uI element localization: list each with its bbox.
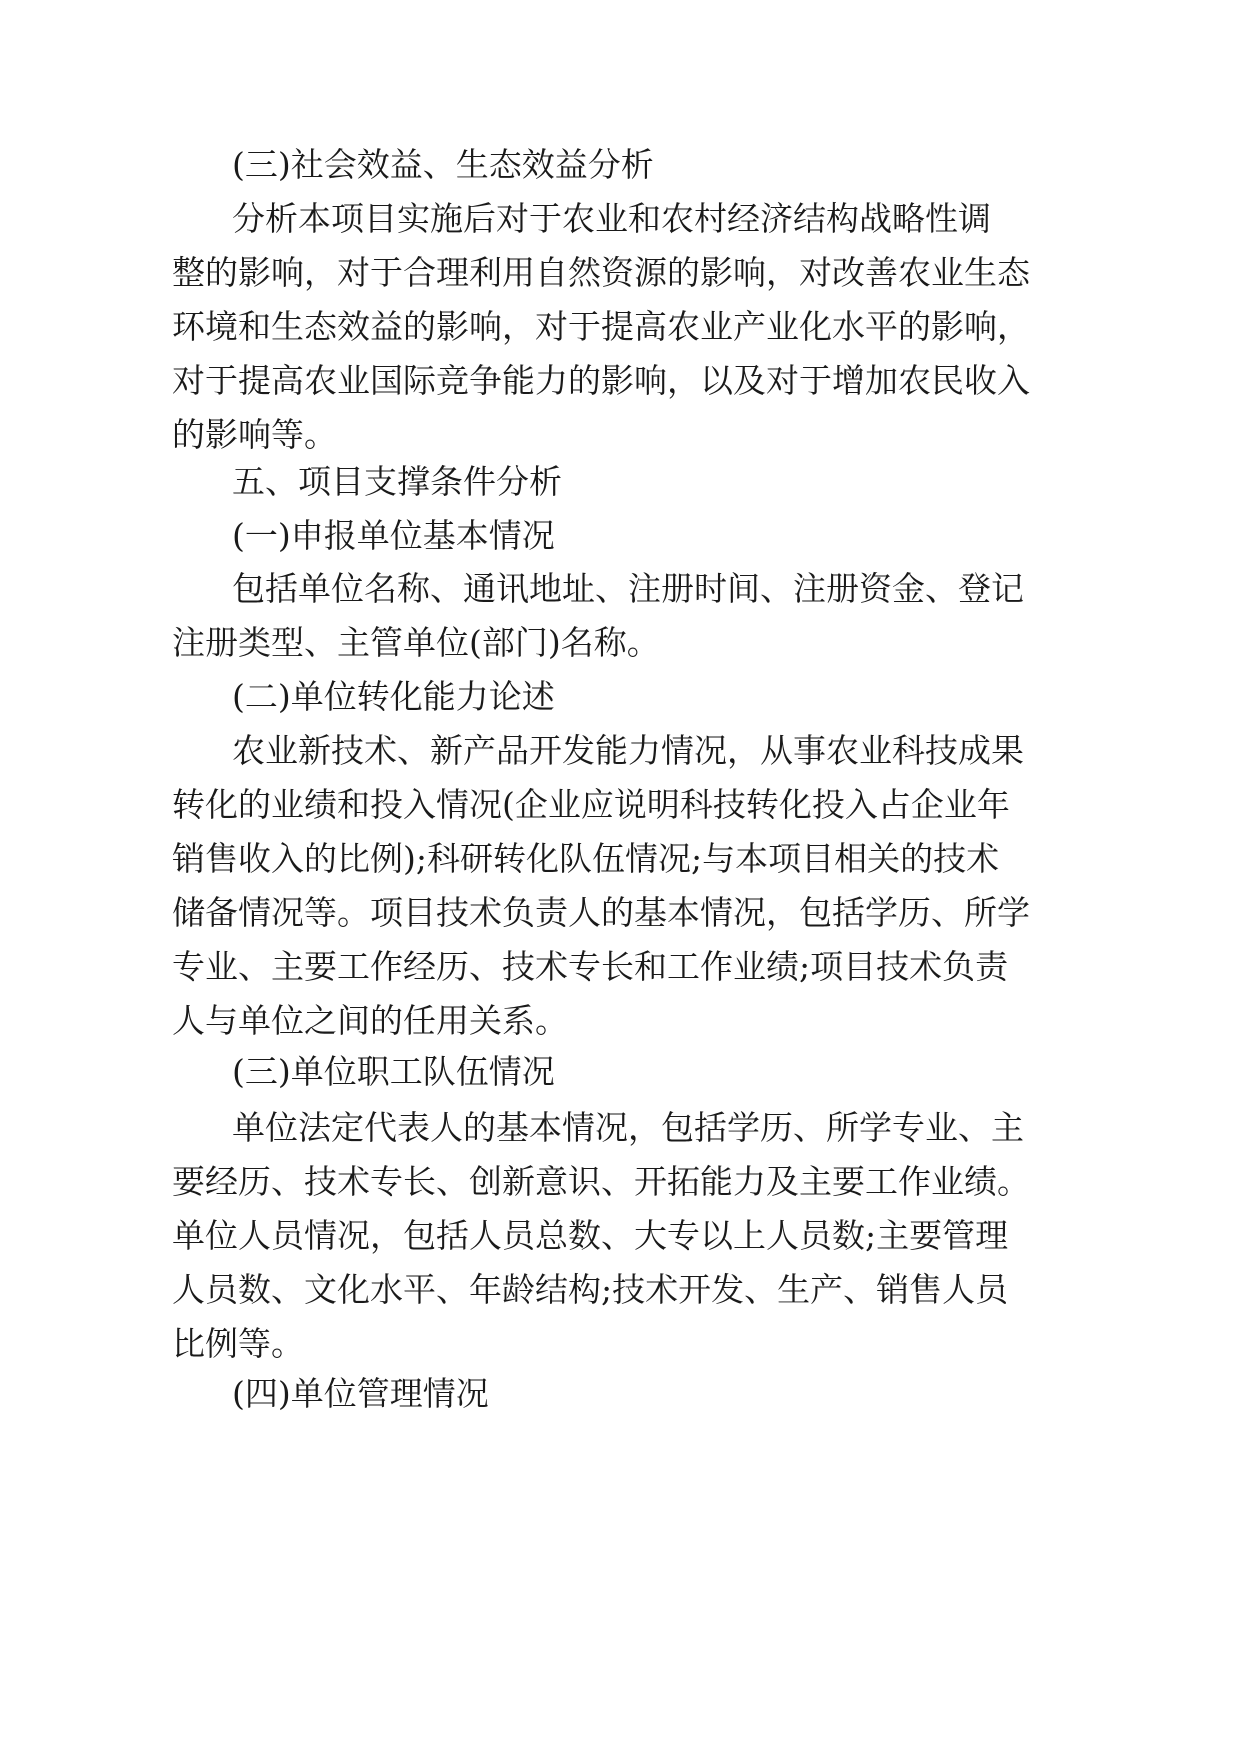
paragraph-line: 包括单位名称、通讯地址、注册时间、注册资金、登记 <box>232 569 1024 608</box>
paragraph-line: 对于提高农业国际竞争能力的影响，以及对于增加农民收入 <box>172 361 1030 400</box>
paragraph-line: 人与单位之间的任用关系。 <box>172 1001 568 1040</box>
paragraph-line: 单位人员情况，包括人员总数、大专以上人员数;主要管理 <box>172 1216 1009 1255</box>
paragraph-line: 要经历、技术专长、创新意识、开拓能力及主要工作业绩。 <box>172 1162 1030 1201</box>
heading-line: (三)单位职工队伍情况 <box>232 1052 555 1091</box>
heading-line: 五、项目支撑条件分析 <box>232 462 562 501</box>
paragraph-line: 单位法定代表人的基本情况，包括学历、所学专业、主 <box>232 1108 1024 1147</box>
paragraph-line: 整的影响，对于合理利用自然资源的影响，对改善农业生态 <box>172 253 1030 292</box>
heading-line: (一)申报单位基本情况 <box>232 516 555 555</box>
paragraph-line: 分析本项目实施后对于农业和农村经济结构战略性调 <box>232 199 991 238</box>
paragraph-line: 比例等。 <box>172 1324 304 1363</box>
paragraph-line: 转化的业绩和投入情况(企业应说明科技转化投入占企业年 <box>172 785 1010 824</box>
paragraph-line: 环境和生态效益的影响，对于提高农业产业化水平的影响， <box>172 307 1030 346</box>
heading-line: (四)单位管理情况 <box>232 1374 489 1413</box>
paragraph-line: 储备情况等。项目技术负责人的基本情况，包括学历、所学 <box>172 893 1030 932</box>
paragraph-line: 专业、主要工作经历、技术专长和工作业绩;项目技术负责 <box>172 947 1009 986</box>
paragraph-line: 的影响等。 <box>172 415 337 454</box>
paragraph-line: 销售收入的比例);科研转化队伍情况;与本项目相关的技术 <box>172 839 1000 878</box>
heading-line: (二)单位转化能力论述 <box>232 677 555 716</box>
paragraph-line: 人员数、文化水平、年龄结构;技术开发、生产、销售人员 <box>172 1270 1009 1309</box>
paragraph-line: 注册类型、主管单位(部门)名称。 <box>172 623 660 662</box>
paragraph-line: 农业新技术、新产品开发能力情况，从事农业科技成果 <box>232 731 1024 770</box>
heading-line: (三)社会效益、生态效益分析 <box>232 145 654 184</box>
